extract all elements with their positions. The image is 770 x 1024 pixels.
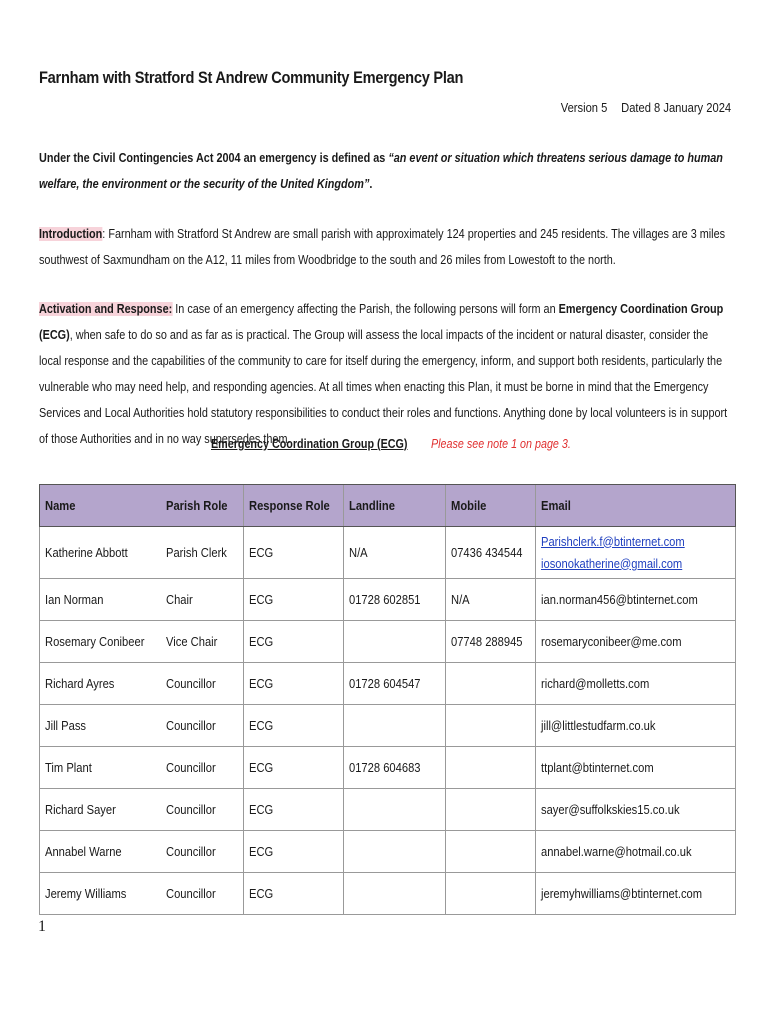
cell-email: richard@molletts.com [536, 663, 736, 705]
activation-heading: Activation and Response: [39, 302, 173, 316]
cell-landline [344, 621, 446, 663]
table-row [40, 789, 736, 831]
activation-text-2: , when safe to do so and as far as is practical. The Group will assess the local impacts of the incident or natural disaster, consider the local response and the capabilities of the community to care for itself during the emergency, inform, and support both residents, particularly the vulnerable who may need help, and responding agencies. At all times when enacting this Plan, it must be borne in mind that the Emergency Services and Local Authorities hold statutory responsibilities to conduct their roles and functions. Anything done by local volunteers is in support of those Authorities and in no way supersedes them. [39, 328, 728, 446]
cell-response-role: ECG [244, 747, 344, 789]
cell-parish-role: Chair [161, 579, 244, 621]
cell-name: Annabel Warne [40, 831, 161, 873]
cell-landline: 01728 602851 [344, 579, 446, 621]
header-parish-role: Parish Role [161, 485, 244, 527]
table-row [40, 831, 736, 873]
introduction-sep: : [102, 227, 109, 241]
table-row [40, 527, 736, 579]
cell-name: Rosemary Conibeer [40, 621, 161, 663]
page-number: 1 [38, 918, 46, 935]
definition-paragraph [39, 145, 733, 197]
cell-name: Jeremy Williams [40, 873, 161, 915]
table-row [40, 747, 736, 789]
header-email: Email [536, 485, 736, 527]
cell-parish-role: Councillor [161, 831, 244, 873]
cell-name: Jill Pass [40, 705, 161, 747]
cell-response-role: ECG [244, 789, 344, 831]
cell-mobile [446, 831, 536, 873]
introduction-paragraph [39, 221, 733, 273]
cell-landline: N/A [344, 527, 446, 579]
cell-email: jeremyhwilliams@btinternet.com [536, 873, 736, 915]
cell-mobile: 07436 434544 [446, 527, 536, 579]
table-row [40, 663, 736, 705]
table-row [40, 579, 736, 621]
cell-mobile [446, 747, 536, 789]
cell-landline [344, 705, 446, 747]
cell-name: Richard Ayres [40, 663, 161, 705]
email-link[interactable]: iosonokatherine@gmail.com [541, 555, 683, 571]
activation-group: Emergency Coordination Group (ECG) [39, 302, 724, 342]
cell-mobile: 07748 288945 [446, 621, 536, 663]
cell-mobile [446, 789, 536, 831]
activation-text-1: In case of an emergency affecting the Parish, the following persons will form an [172, 302, 559, 316]
cell-email [536, 527, 736, 579]
header-response-role: Response Role [244, 485, 344, 527]
cell-parish-role: Councillor [161, 705, 244, 747]
cell-parish-role: Councillor [161, 789, 244, 831]
table-header-row [40, 485, 736, 527]
ecg-members-table [39, 484, 736, 915]
cell-name: Richard Sayer [40, 789, 161, 831]
version-label: Version 5 [560, 100, 608, 115]
cell-mobile [446, 663, 536, 705]
cell-email: annabel.warne@hotmail.co.uk [536, 831, 736, 873]
cell-parish-role: Vice Chair [161, 621, 244, 663]
cell-email: rosemaryconibeer@me.com [536, 621, 736, 663]
table-row [40, 873, 736, 915]
cell-response-role: ECG [244, 579, 344, 621]
table-row [40, 705, 736, 747]
cell-landline: 01728 604683 [344, 747, 446, 789]
cell-mobile: N/A [446, 579, 536, 621]
definition-quote: “an event or situation which threatens serious damage to human welfare, the environment or the security of the United Kingdom” [39, 151, 723, 191]
definition-prefix: Under the Civil Contingencies Act 2004 an emergency is defined as [39, 151, 389, 165]
page-title: Farnham with Stratford St Andrew Community Emergency Plan [39, 68, 464, 87]
cell-parish-role: Councillor [161, 747, 244, 789]
cell-landline: 01728 604547 [344, 663, 446, 705]
cell-name: Ian Norman [40, 579, 161, 621]
ecg-note: Please see note 1 on page 3. [431, 437, 571, 451]
cell-email: sayer@suffolkskies15.co.uk [536, 789, 736, 831]
definition-suffix: . [369, 177, 373, 191]
ecg-table-title: Emergency Coordination Group (ECG) [211, 437, 408, 451]
cell-response-role: ECG [244, 705, 344, 747]
cell-email: ttplant@btinternet.com [536, 747, 736, 789]
version-date: Dated 8 January 2024 [620, 100, 731, 115]
cell-parish-role: Parish Clerk [161, 527, 244, 579]
table-row [40, 621, 736, 663]
introduction-text: Farnham with Stratford St Andrew are small parish with approximately 124 properties and 245 residents. The villages are 3 miles southwest of Saxmundham on the A12, 11 miles from Woodbridge to the south and 26 miles from Lowestoft to the north. [39, 227, 726, 267]
cell-response-role: ECG [244, 527, 344, 579]
cell-name: Katherine Abbott [40, 527, 161, 579]
cell-mobile [446, 705, 536, 747]
cell-landline [344, 789, 446, 831]
header-mobile: Mobile [446, 485, 536, 527]
cell-parish-role: Councillor [161, 873, 244, 915]
cell-mobile [446, 873, 536, 915]
cell-response-role: ECG [244, 831, 344, 873]
cell-response-role: ECG [244, 663, 344, 705]
cell-email: ian.norman456@btinternet.com [536, 579, 736, 621]
cell-response-role: ECG [244, 873, 344, 915]
cell-landline [344, 831, 446, 873]
activation-paragraph [39, 296, 733, 452]
introduction-heading: Introduction [39, 227, 103, 241]
cell-landline [344, 873, 446, 915]
cell-email: jill@littlestudfarm.co.uk [536, 705, 736, 747]
email-link[interactable]: Parishclerk.f@btinternet.com [541, 533, 685, 549]
header-landline: Landline [344, 485, 446, 527]
header-name: Name [40, 485, 161, 527]
cell-name: Tim Plant [40, 747, 161, 789]
cell-response-role: ECG [244, 621, 344, 663]
cell-parish-role: Councillor [161, 663, 244, 705]
version-line [561, 100, 731, 115]
